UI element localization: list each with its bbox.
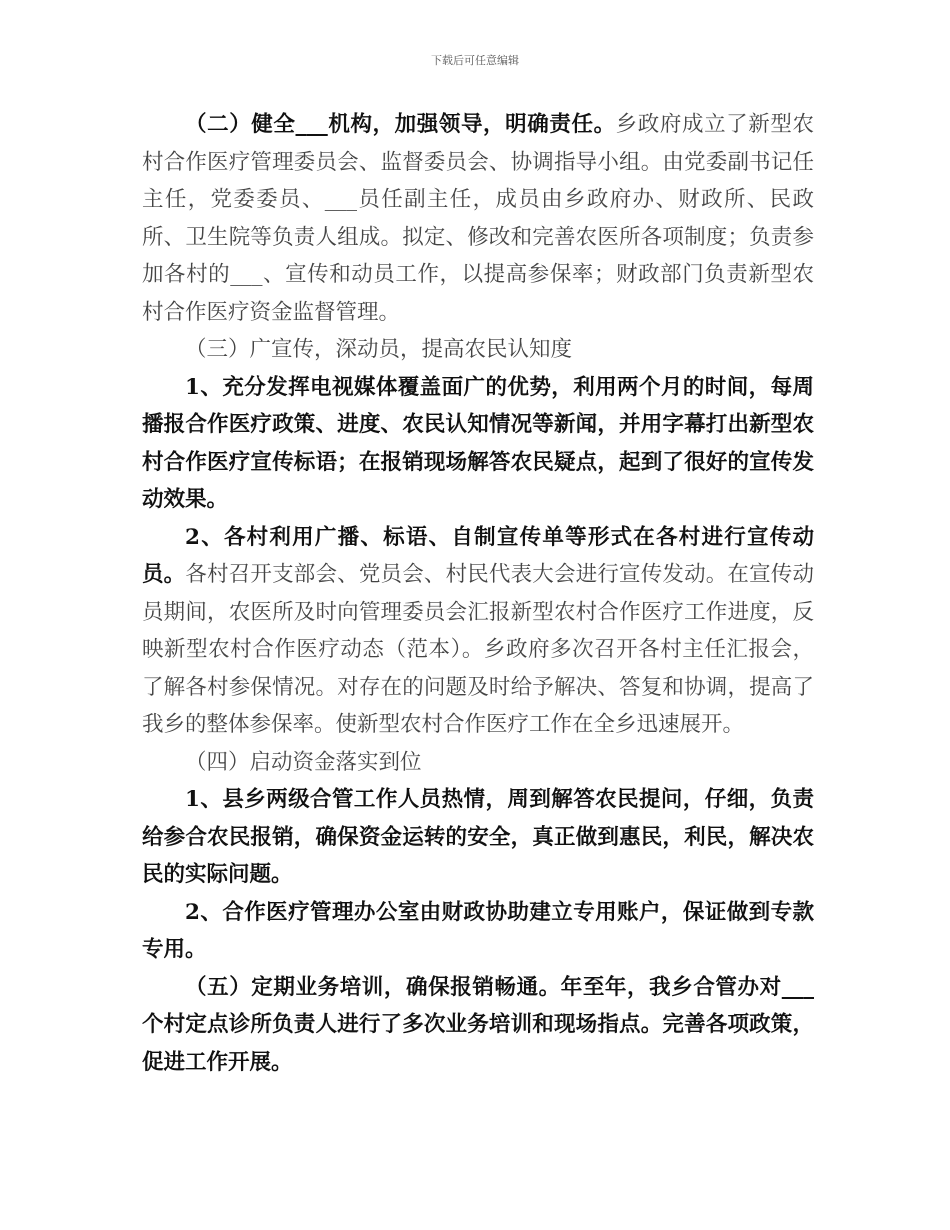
- document-body: [142, 106, 814, 1081]
- paragraph-account: 2、合作医疗管理办公室由财政协助建立专用账户，保证做到专款专用。: [142, 899, 814, 962]
- paragraph-staff: 1、县乡两级合管工作人员热情，周到解答农民提问，仔细，负责给参合农民报销，确保资金运转的安全，真正做到惠民，利民，解决农民的实际问题。: [142, 787, 814, 887]
- paragraph-text: 各村召开支部会、党员会、村民代表大会进行宣传发动。在宣传动员期间，农医所及时向管理委员会汇报新型农村合作医疗工作进度，反映新型农村合作医疗动态（范本）。乡政府多次召开各村主任汇报会，了解各村参保情况。对存在的问题及时给予解决、答复和协调，提高了我乡的整体参保率。使新型农村合作医疗工作在全乡迅速展开。: [142, 562, 814, 737]
- section-heading-publicity: （三）广宣传，深动员，提高农民认知度: [185, 337, 573, 362]
- paragraph-villages: [142, 519, 814, 744]
- paragraph-media: 1、充分发挥电视媒体覆盖面广的优势，利用两个月的时间，每周播报合作医疗政策、进度、农民认知情况等新闻，并用字幕打出新型农村合作医疗宣传标语；在报销现场解答农民疑点，起到了很好的宣传发动效果。: [142, 374, 814, 512]
- paragraph-text: 乡政府成立了新型农村合作医疗管理委员会、监督委员会、协调指导小组。由党委副书记任主任，党委委员、___员任副主任，成员由乡政府办、财政所、民政所、卫生院等负责人组成。拟定、修改和完善农医所各项制度；负责参加各村的___、宣传和动员工作，以提高参保率；财政部门负责新型农村合作医疗资金监督管理。: [142, 112, 814, 325]
- paragraph-lead: （二）健全___机构，加强领导，明确责任。: [185, 112, 616, 137]
- paragraph-organization: [142, 106, 814, 331]
- page-header: 下载后可任意编辑: [431, 54, 519, 67]
- paragraph-training: （五）定期业务培训，确保报销畅通。年至年，我乡合管办对___个村定点诊所负责人进行了多次业务培训和现场指点。完善各项政策，促进工作开展。: [142, 974, 814, 1075]
- paragraph-lead: 2、各村利用广播、标语、自制宣传单等形式在各村进行宣传动员。: [142, 524, 814, 587]
- section-heading-funding: （四）启动资金落实到位: [185, 749, 422, 775]
